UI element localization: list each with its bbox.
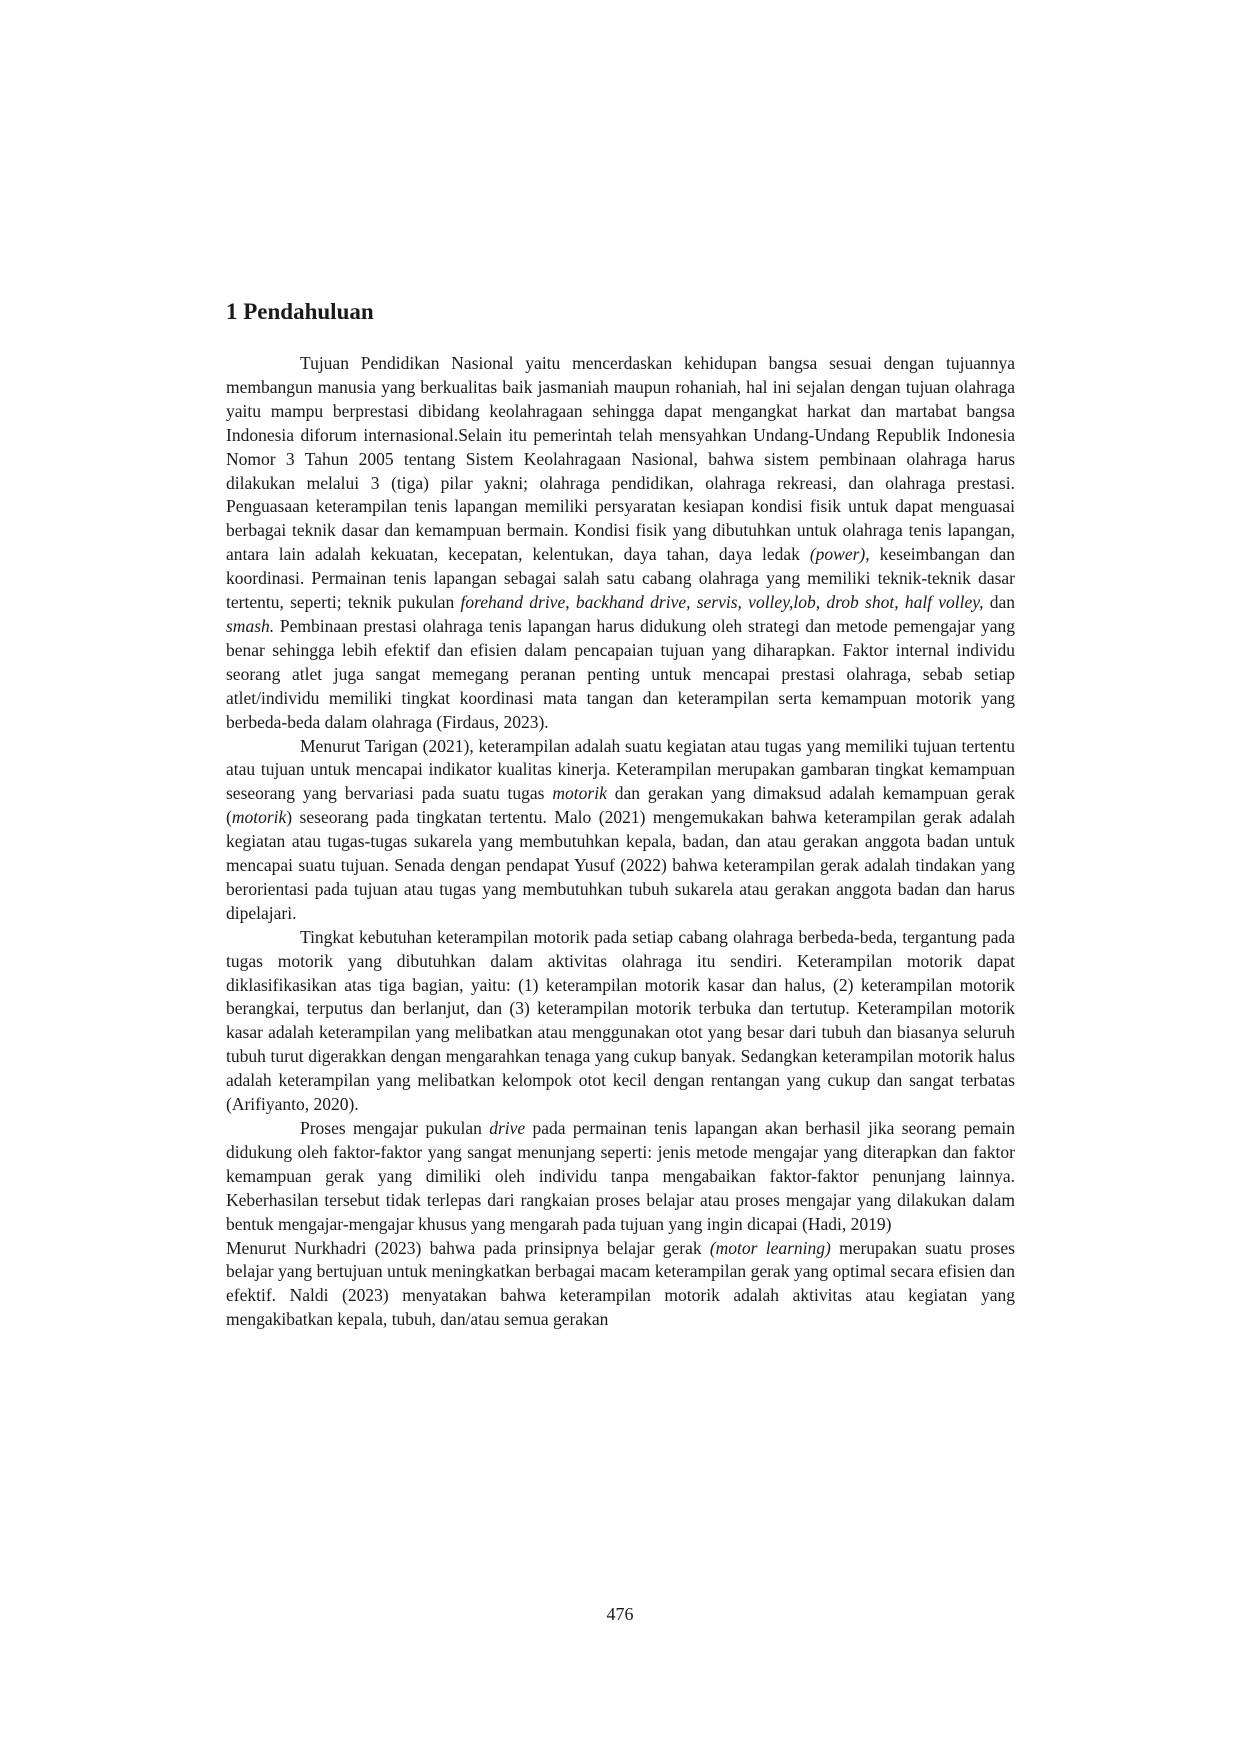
paragraph-4 xyxy=(226,1117,1015,1237)
page-number: 476 xyxy=(606,1604,634,1624)
italic-term: (motor learning) xyxy=(709,1237,831,1258)
section-body xyxy=(226,352,1015,1332)
italic-term: motorik xyxy=(552,783,607,804)
italic-term: backhand drive, servis, volley,lob, drob shot, half volley, xyxy=(575,592,984,613)
paragraph-2 xyxy=(226,735,1015,926)
italic-term: smash. xyxy=(226,615,275,636)
text-run: dan gerakan yang dimaksud adalah kemampuan gerak ( xyxy=(226,783,1015,828)
italic-term: (power), xyxy=(809,544,870,565)
paragraph-3 xyxy=(226,926,1015,1117)
italic-term: drive xyxy=(489,1118,526,1138)
paragraph-1 xyxy=(226,352,1015,735)
text-run: keseimbangan dan koordinasi. Permainan tenis lapangan sebagai salah satu cabang olahraga yang memiliki teknik-teknik dasar tertentu, seperti; teknik pukulan xyxy=(226,544,1016,613)
italic-term: motorik xyxy=(231,807,287,828)
paragraph-5 xyxy=(226,1237,1015,1333)
text-run: ) seseorang pada tingkatan tertentu. Malo (2021) mengemukakan bahwa keterampilan gerak adalah kegiatan atau tugas-tugas sukarela yang membutuhkan kepala, badan, dan atau gerakan anggota badan untuk mencapai suatu tujuan. Senada dengan pendapat Yusuf (2022) bahwa keterampilan gerak adalah tindakan yang berorientasi pada tujuan atau tugas yang membutuhkan tubuh sukarela atau gerakan anggota badan dan harus dipelajari. xyxy=(226,807,1015,923)
text-run: merupakan suatu proses belajar yang bertujuan untuk meningkatkan berbagai macam keterampilan gerak yang optimal secara efisien dan efektif. Naldi (2023) menyatakan bahwa keterampilan motorik adalah aktivitas atau kegiatan yang mengakibatkan kepala, tubuh, dan/atau semua gerakan xyxy=(226,1237,1015,1330)
text-run: dan xyxy=(983,592,1016,613)
italic-term: forehand drive xyxy=(460,592,566,613)
text-run: pada permainan tenis lapangan akan berhasil jika seorang pemain didukung oleh faktor-faktor yang sangat menunjang seperti: jenis metode mengajar yang diterapkan dan faktor kemampuan gerak yang dimiliki oleh individu tanpa mengabaikan faktor-faktor penunjang lainnya. Keberhasilan tersebut tidak terlepas dari rangkaian proses belajar atau proses mengajar yang dilakukan dalam bentuk mengajar-mengajar khusus yang mengarah pada tujuan yang ingin dicapai (Hadi, 2019) xyxy=(226,1118,1015,1234)
text-run: Tujuan Pendidikan Nasional yaitu mencerdaskan kehidupan bangsa sesuai dengan tujuannya membangun manusia yang berkualitas baik jasmaniah maupun rohaniah, hal ini sejalan dengan tujuan olahraga yaitu mampu berprestasi dibidang keolahragaan sehingga dapat mengangkat harkat dan martabat bangsa Indonesia diforum internasional.Selain itu pemerintah telah mensyahkan Undang-Undang Republik Indonesia Nomor 3 Tahun 2005 tentang Sistem Keolahragaan Nasional, bahwa sistem pembinaan olahraga harus dilakukan melalui 3 (tiga) pilar yakni; olahraga pendidikan, olahraga rekreasi, dan olahraga prestasi. Penguasaan keterampilan tenis lapangan memiliki persyaratan kesiapan kondisi fisik untuk dapat menguasai berbagai teknik dasar dan kemampuan bermain. Kondisi fisik yang dibutuhkan untuk olahraga tenis lapangan, antara lain adalah kekuatan, kecepatan, kelentukan, daya tahan, daya ledak xyxy=(226,353,1015,565)
text-run: Menurut Nurkhadri (2023) bahwa pada prinsipnya belajar gerak xyxy=(226,1237,710,1258)
text-run: Tingkat kebutuhan keterampilan motorik pada setiap cabang olahraga berbeda-beda, tergantung pada tugas motorik yang dibutuhkan dalam aktivitas olahraga itu sendiri. Keterampilan motorik dapat diklasifikasikan atas tiga bagian, yaitu: (1) keterampilan motorik kasar dan halus, (2) keterampilan motorik berangkai, terputus dan berlanjut, dan (3) keterampilan motorik terbuka dan tertutup. Keterampilan motorik kasar adalah keterampilan yang melibatkan atau menggunakan otot yang besar dari tubuh dan biasanya seluruh tubuh turut digerakkan dengan mengarahkan tenaga yang cukup banyak. Sedangkan keterampilan motorik halus adalah keterampilan yang melibatkan kelompok otot kecil dengan rentangan yang cukup dan sangat terbatas (Arifiyanto, 2020). xyxy=(226,926,1015,1115)
text-run: , xyxy=(565,592,576,613)
section-heading: 1 Pendahuluan xyxy=(226,299,374,324)
text-run: Proses mengajar pukulan xyxy=(300,1118,490,1138)
text-run: Menurut Tarigan (2021), keterampilan adalah suatu kegiatan atau tugas yang memiliki tujuan tertentu atau tujuan untuk mencapai indikator kualitas kinerja. Keterampilan merupakan gambaran tingkat kemampuan seseorang yang bervariasi pada suatu tugas xyxy=(226,735,1015,804)
text-run: Pembinaan prestasi olahraga tenis lapangan harus didukung oleh strategi dan metode pemengajar yang benar sehingga lebih efektif dan efisien dalam pencapaian tujuan yang diharapkan. Faktor internal individu seorang atlet juga sangat memegang peranan penting untuk mencapai prestasi olahraga, sebab setiap atlet/individu memiliki tingkat koordinasi mata tangan dan keterampilan serta kemampuan motorik yang berbeda-beda dalam olahraga (Firdaus, 2023). xyxy=(226,615,1015,732)
